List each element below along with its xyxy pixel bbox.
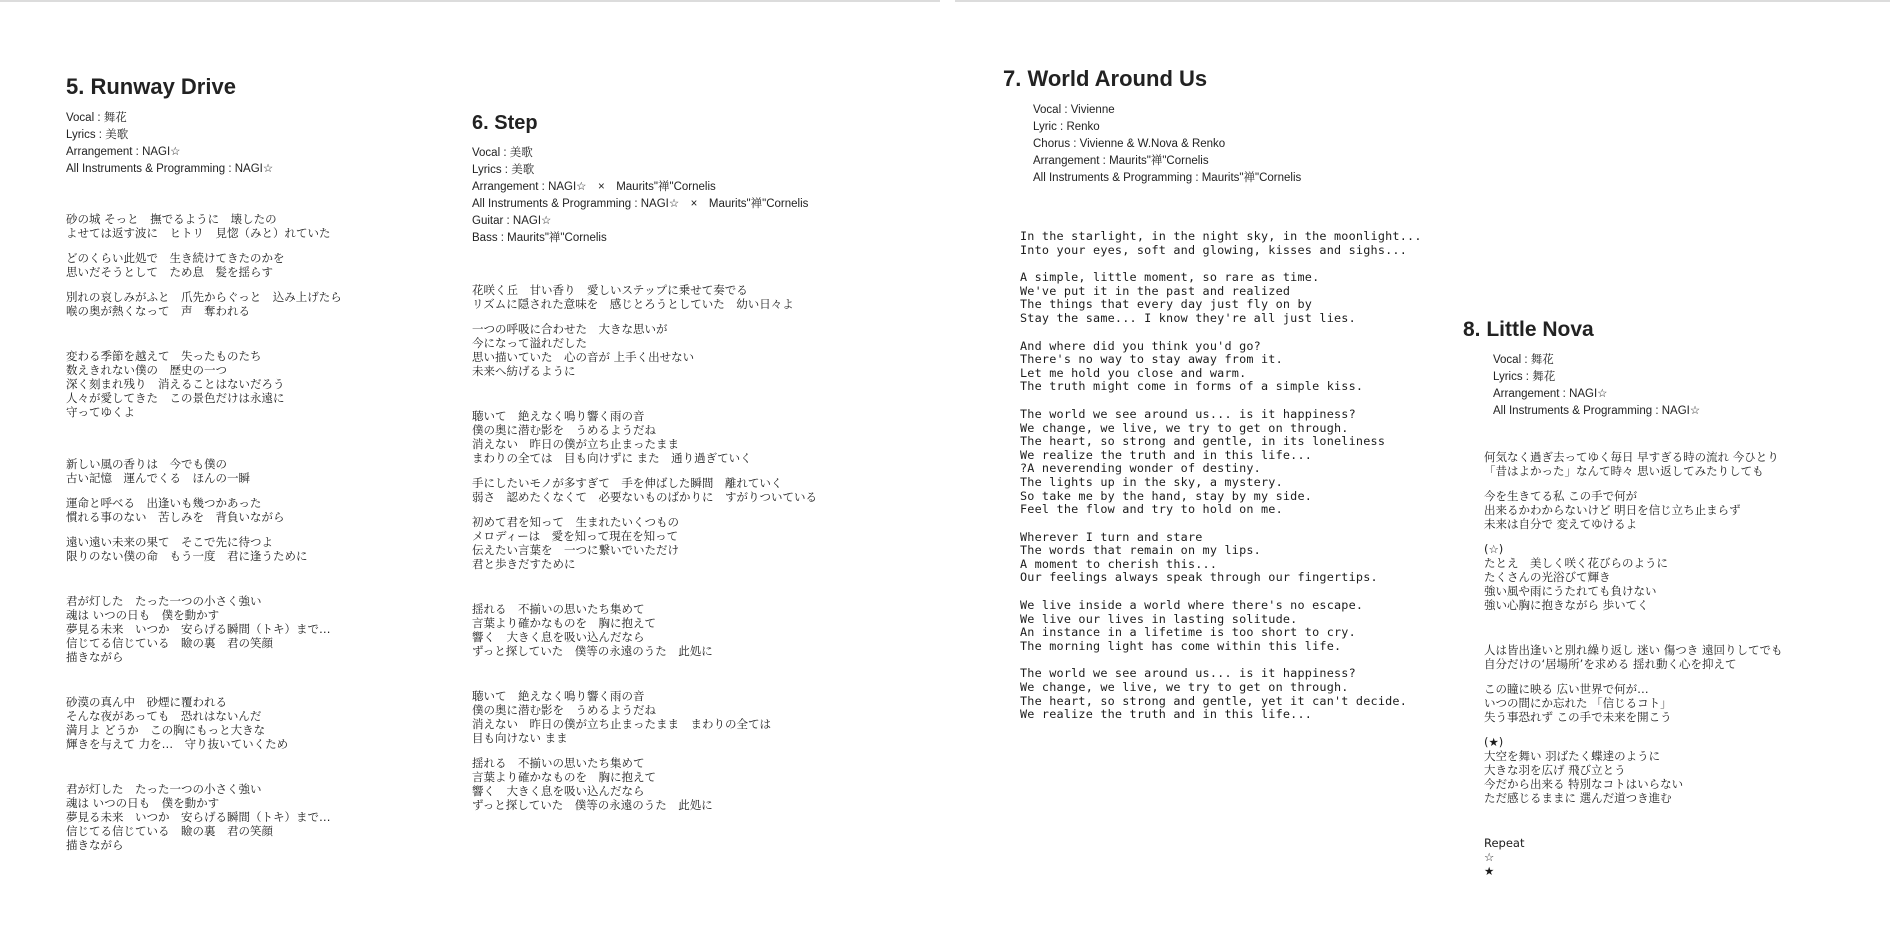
song-5-title: 5. Runway Drive	[66, 74, 236, 99]
credit-line: Lyrics : 舞花	[1493, 371, 1556, 383]
song-7-lyrics	[1020, 230, 1433, 722]
credit-line: Chorus : Vivienne & W.Nova & Renko	[1033, 138, 1226, 150]
song-5-section	[66, 74, 446, 852]
credit-line: Vocal : 舞花	[66, 112, 127, 124]
song-6-section	[472, 112, 912, 812]
lyric-stanza: 聴いて 絶えなく鳴り響く雨の音 僕の奥に潜む影を うめるようだね 消えない 昨日の僕が立ち止まったまま まわりの全ては 目も向けない まま	[472, 689, 771, 745]
song-8-section	[1463, 318, 1883, 878]
lyric-stanza: 揺れる 不揃いの思いたち集めて 言葉より確かなものを 胸に抱えて 響く 大きく息を吸い込んだなら ずっと探していた 僕等の永遠のうた 此処に	[472, 602, 713, 658]
lyric-stanza: A simple, little moment, so rare as time. We've put it in the past and realized The things that every day just fly on by Stay the same... I know they're all just lies.	[1020, 270, 1356, 325]
lyric-stanza: 一つの呼吸に合わせた 大きな思いが 今になって溢れだした 思い描いていた 心の音が 上手く出せない 未来へ紡げるように	[472, 322, 695, 378]
song-8-credits	[1493, 352, 1883, 420]
lyric-stanza: 聴いて 絶えなく鳴り響く雨の音 僕の奥に潜む影を うめるようだね 消えない 昨日の僕が立ち止まったまま まわりの全ては 目も向けずに また 通り過ぎていく	[472, 409, 752, 465]
lyric-stanza: 変わる季節を越えて 失ったものたち 数えきれない僕の 歴史の一つ 深く刻まれ残り 消えることはないだろう 人々が愛してきた この景色だけは永遠に 守ってゆくよ	[66, 349, 285, 419]
lyric-stanza: 砂の城 そっと 撫でるように 壊したの よせては返す波に ヒトリ 見惚（みと）れていた	[66, 212, 331, 240]
credit-line: Lyrics : 美歌	[472, 164, 535, 176]
lyric-stanza: We live inside a world where there's no escape. We live our lives in lasting solitude. An instance in a lifetime is too short to cry. The morning light has come within this life.	[1020, 598, 1364, 653]
credit-line: Vocal : 美歌	[472, 147, 533, 159]
lyric-stanza: 初めて君を知って 生まれたいくつもの メロディーは 愛を知って現在を知って 伝えたい言葉を 一つに繋いでいただけ 君と歩きだすために	[472, 515, 679, 571]
lyric-stanza: どのくらい此処で 生き続けてきたのかを 思いだそうとして ため息 髪を揺らす	[66, 251, 285, 279]
lyric-stanza: この瞳に映る 広い世界で何が… いつの間にか忘れた 「信じるコト」 失う事恐れず この手で未来を開こう	[1484, 682, 1672, 724]
lyric-stanza: 揺れる 不揃いの思いたち集めて 言葉より確かなものを 胸に抱えて 響く 大きく息を吸い込んだなら ずっと探していた 僕等の永遠のうた 此処に	[472, 756, 713, 812]
song-7-title: 7. World Around Us	[1003, 66, 1208, 91]
lyric-stanza: 花咲く丘 甘い香り 愛しいステップに乗せて奏でる リズムに隠された意味を 感じとろうとしていた 幼い日々よ	[472, 283, 794, 311]
credit-line: Bass : Maurits"禅"Cornelis	[472, 232, 607, 244]
credit-line: All Instruments & Programming : NAGI☆	[66, 163, 274, 175]
credit-line: All Instruments & Programming : Maurits"禅"Cornelis	[1033, 172, 1302, 184]
song-6-title: 6. Step	[472, 112, 538, 134]
song-5-lyrics	[66, 212, 446, 852]
lyric-stanza: In the starlight, in the night sky, in the moonlight... Into your eyes, soft and glowing, kisses and sighs...	[1020, 229, 1422, 257]
song-7-credits	[1033, 102, 1433, 187]
lyric-stanza: 手にしたいモノが多すぎて 手を伸ばした瞬間 離れていく 弱さ 認めたくなくて 必要ないものばかりに すがりついている	[472, 476, 817, 504]
credit-line: Guitar : NAGI☆	[472, 215, 552, 227]
credit-line: Vocal : 舞花	[1493, 354, 1554, 366]
lyric-stanza: And where did you think you'd go? There's no way to stay away from it. Let me hold you close and warm. The truth might come in forms of a simple kiss.	[1020, 338, 1364, 394]
lyric-stanza: 遠い遠い未来の果て そこで先に待つよ 限りのない僕の命 もう一度 君に逢うために	[66, 535, 308, 563]
lyric-stanza: 砂漠の真ん中 砂煙に覆われる そんな夜があっても 恐れはないんだ 満月よ どうか この胸にもっと大きな 輝きを与えて 力を… 守り抜いていくため	[66, 695, 289, 751]
credit-line: Lyric : Renko	[1033, 121, 1100, 133]
credit-line: Arrangement : NAGI☆	[66, 146, 181, 158]
credit-line: Vocal : Vivienne	[1033, 104, 1115, 116]
song-6-lyrics	[472, 283, 912, 812]
lyric-stanza: (☆) たとえ 美しく咲く花びらのように たくさんの光浴びて輝き 強い風や雨にうたれても負けない 強い心胸に抱きながら 歩いてく	[1484, 542, 1668, 612]
song-8-lyrics	[1484, 450, 1883, 878]
lyric-stanza: 今を生きてる私 この手で何が 出来るかわからないけど 明日を信じ立ち止まらず 未来は自分で 変えてゆけるよ	[1484, 489, 1741, 531]
lyric-stanza: 君が灯した たった一つの小さく強い 魂は いつの日も 僕を動かす 夢見る未来 いつか 安らげる瞬間（トキ）まで… 信じてる信じている 瞼の裏 君の笑顔 描きながら	[66, 782, 331, 852]
top-edge-rule-left	[0, 0, 940, 2]
lyric-stanza: 人は皆出逢いと別れ繰り返し 迷い 傷つき 遠回りしてでも 自分だけの‘居場所’を求める 揺れ動く心を抑えて	[1484, 643, 1783, 671]
song-5-credits	[66, 110, 446, 178]
lyric-stanza: 何気なく過ぎ去ってゆく毎日 早すぎる時の流れ 今ひとり 「昔はよかった」なんて時々 思い返してみたりしても	[1484, 450, 1779, 478]
song-6-credits	[472, 145, 912, 247]
credit-line: Arrangement : Maurits"禅"Cornelis	[1033, 155, 1209, 167]
credit-line: Arrangement : NAGI☆	[1493, 388, 1608, 400]
credit-line: Lyrics : 美歌	[66, 129, 129, 141]
lyric-stanza: (★) 大空を舞い 羽ばたく蝶達のように 大きな羽を広げ 飛び立とう 今だから出来る 特別なコトはいらない ただ感じるままに 選んだ道つき進む	[1484, 735, 1684, 805]
top-edge-rule-right	[955, 0, 1890, 2]
lyric-stanza: The world we see around us... is it happiness? We change, we live, we try to get on through. The heart, so strong and gentle, yet it can't decide. We realize the truth and in this life...	[1020, 666, 1408, 722]
credit-line: All Instruments & Programming : NAGI☆	[1493, 405, 1701, 417]
lyric-stanza: 君が灯した たった一つの小さく強い 魂は いつの日も 僕を動かす 夢見る未来 いつか 安らげる瞬間（トキ）まで… 信じてる信じている 瞼の裏 君の笑顔 描きながら	[66, 594, 331, 664]
credit-line: Arrangement : NAGI☆ × Maurits"禅"Cornelis	[472, 181, 716, 193]
lyric-stanza: The world we see around us... is it happiness? We change, we live, we try to get on through. The heart, so strong and gentle, in its loneliness We realize the truth and in this life... ?A neverending wonder of destiny. The lights up in the sky, a mystery. So take me by the hand, stay by my side. Feel the flow and try to hold on me.	[1020, 406, 1386, 517]
credit-line: All Instruments & Programming : NAGI☆ × Maurits"禅"Cornelis	[472, 198, 809, 210]
lyric-stanza: 運命と呼べる 出逢いも幾つかあった 慣れる事のない 苦しみを 背負いながら	[66, 496, 285, 524]
song-8-title: 8. Little Nova	[1463, 318, 1594, 341]
song-7-section	[1003, 66, 1433, 722]
lyric-stanza: 新しい風の香りは 今でも僕の 古い記憶 運んでくる ほんの一瞬	[66, 457, 250, 485]
lyric-stanza: Repeat ☆ ★	[1484, 836, 1525, 878]
lyric-stanza: 別れの哀しみがふと 爪先からぐっと 込み上げたら 喉の奥が熱くなって 声 奪われる	[66, 290, 342, 318]
lyric-stanza: Wherever I turn and stare The words that remain on my lips. A moment to cherish this... Our feelings always speak through our fingertips.	[1020, 529, 1378, 585]
